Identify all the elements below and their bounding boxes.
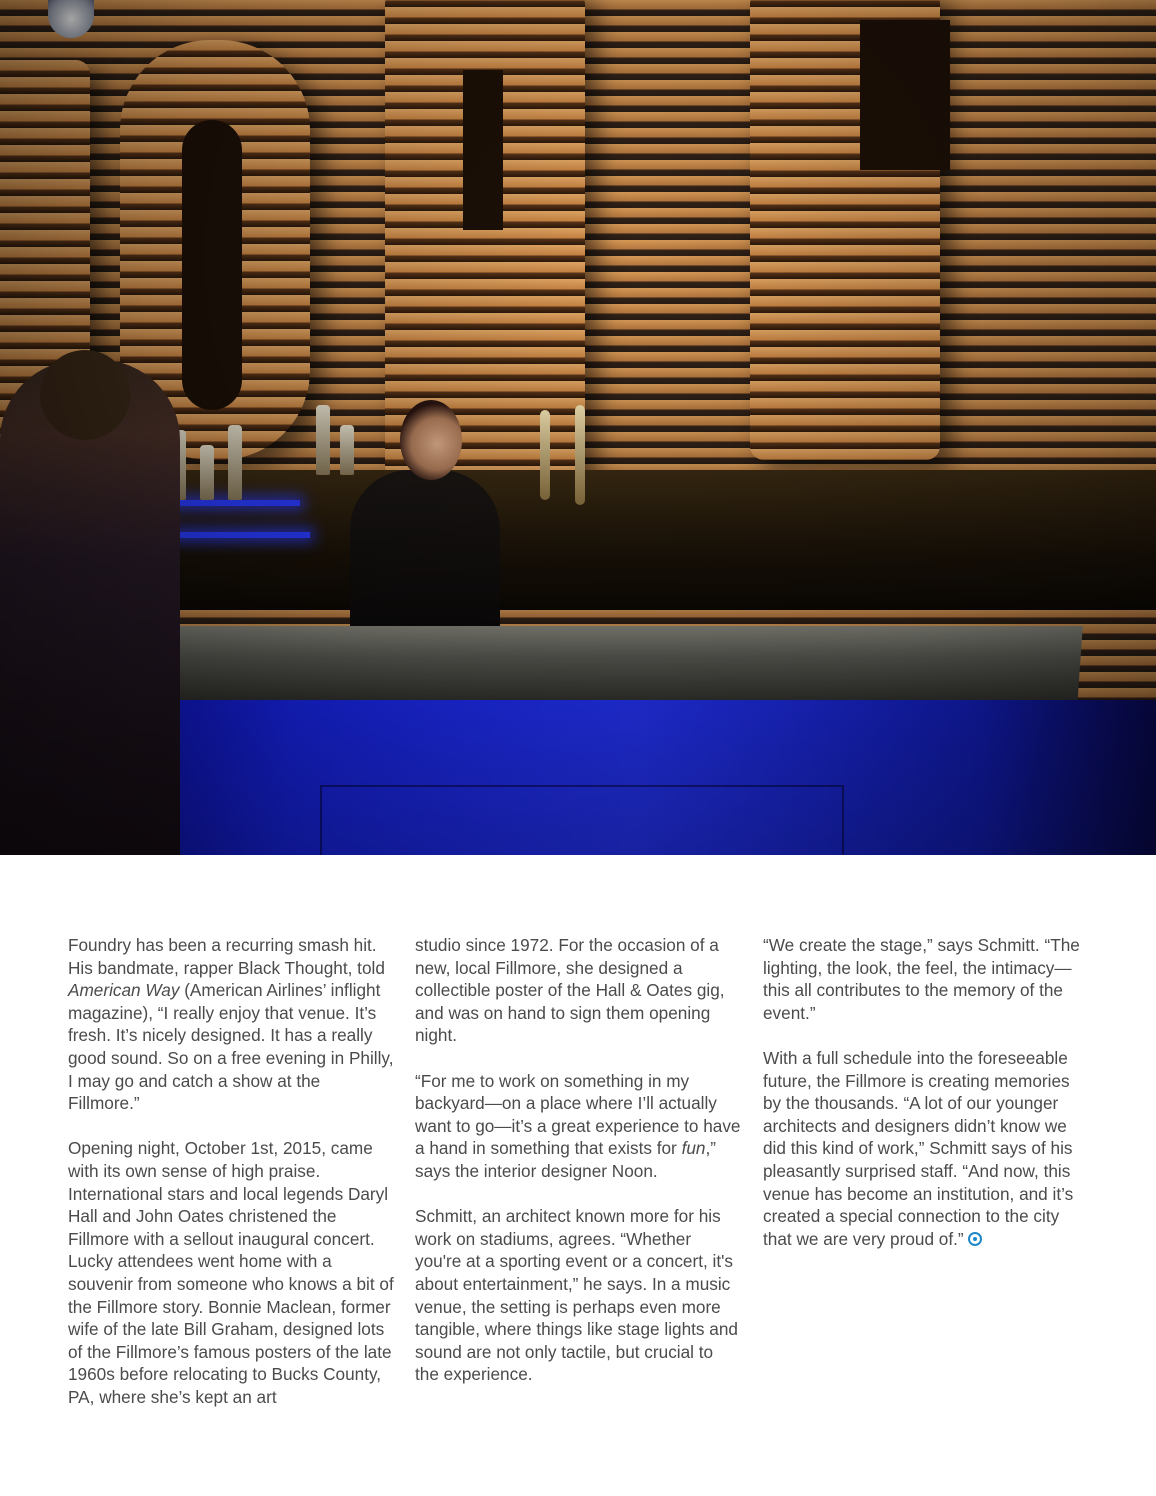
text-run: ,” says the interior designer Noon. xyxy=(415,1138,716,1181)
paragraph: studio since 1972. For the occasion of a new, local Fillmore, she designed a collectible poster of the Hall & Oates gig, and was on hand to sign them opening night. xyxy=(415,935,725,1046)
italic-title: American Way xyxy=(68,980,180,1001)
paragraph: “We create the stage,” says Schmitt. “The lighting, the look, the feel, the intimacy—this all contributes to the memory of the event.” xyxy=(763,935,1080,1023)
paragraph: Opening night, October 1st, 2015, came with its own sense of high praise. International stars and local legends Daryl Hall and John Oates christened the Fillmore with a sellout inaugural concert. Lucky attendees went home with a souvenir from someone who knows a bit of the Fillmore story. Bonnie Maclean, former wife of the late Bill Graham, designed lots of the Fillmore’s famous posters of the late 1960s before relocating to Bucks County, PA, where she’s kept an art xyxy=(68,1138,394,1407)
text-run: “For me to work on something in my backyard—on a place where I’ll actually want to go—it’s a great experience to have a hand in something that exists for xyxy=(415,1070,741,1159)
italic-word: fun xyxy=(681,1138,706,1159)
article-column-3 xyxy=(763,934,1089,1250)
paragraph: Schmitt, an architect known more for his work on stadiums, agrees. “Whether you're at a sporting event or a concert, it's about entertainment,” he says. In a music venue, the setting is perhaps even more tangible, where things like stage lights and sound are not only tactile, but crucial to the experience. xyxy=(415,1206,738,1385)
article-column-2 xyxy=(415,934,741,1386)
paragraph xyxy=(68,934,394,1115)
paragraph xyxy=(415,1070,741,1183)
text-run: (American Airlines’ inflight magazine), “I really enjoy that venue. It’s fresh. It’s nicely designed. It has a really good sound. So on a free evening in Philly, I may go and catch a show at the Fillmore.” xyxy=(68,980,394,1114)
text-run: With a full schedule into the foreseeable future, the Fillmore is creating memories by the thousands. “A lot of our younger architects and designers didn’t know we did this kind of work,” Schmitt says of his pleasantly surprised staff. “And now, this venue has become an institution, and it’s created a special connection to the city that we are very proud of.” xyxy=(763,1047,1074,1249)
article-column-1 xyxy=(68,934,394,1408)
end-of-article-icon xyxy=(968,1232,982,1246)
text-run: Foundry has been a recurring smash hit. His bandmate, rapper Black Thought, told xyxy=(68,935,385,978)
article-body xyxy=(68,934,1098,1454)
paragraph xyxy=(763,1047,1089,1250)
